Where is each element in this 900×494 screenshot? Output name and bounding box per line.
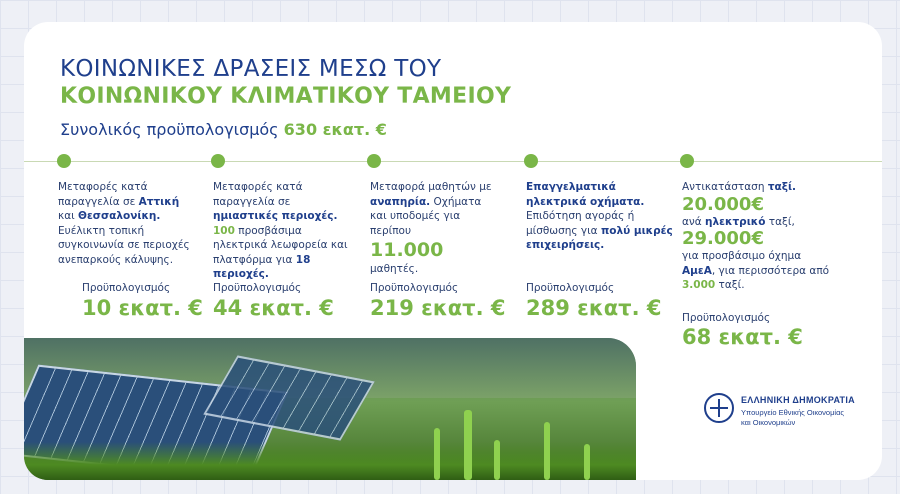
title-line-1: ΚΟΙΝΩΝΙΚΕΣ ΔΡΑΣΕΙΣ ΜΕΣΩ ΤΟΥ	[60, 56, 442, 82]
measure-text-4: Επαγγελματικά ηλεκτρικά οχήματα. Επιδότηση αγοράς ή μίσθωσης για πολύ μικρές επιχειρήσεις.	[526, 181, 673, 251]
title-line-2: ΚΟΙΝΩΝΙΚΟΥ ΚΛΙΜΑΤΙΚΟΥ ΤΑΜΕΙΟΥ	[60, 84, 512, 109]
measure-text-1: Μεταφορές κατά παραγγελία σε Αττική και Θεσσαλονίκη. Ευέλικτη τοπική συγκοινωνία σε περιοχές ανεπαρκούς κάλυψης.	[58, 181, 190, 266]
solar-panels-image	[24, 338, 636, 480]
budget-amount-4: 289 εκατ. €	[526, 296, 662, 320]
budget-amount-5: 68 εκατ. €	[682, 325, 803, 349]
total-budget	[60, 120, 387, 139]
budget-amount-3: 219 εκατ. €	[370, 296, 506, 320]
budget-label-3: Προϋπολογισμός	[370, 282, 459, 294]
timeline-dot	[57, 154, 71, 168]
budget-label-4: Προϋπολογισμός	[526, 282, 615, 294]
budget-amount-1: 10 εκατ. €	[82, 296, 203, 320]
measure-text-3: Μεταφορά μαθητών με αναπηρία. Οχήματα και υποδομές για περίπου 11.000 μαθητές.	[370, 181, 492, 275]
total-budget-amount: 630 εκατ. €	[283, 120, 387, 139]
logo-line-2: Υπουργείο Εθνικής Οικονομίας και Οικονομικών	[741, 408, 845, 427]
timeline-dot	[211, 154, 225, 168]
infographic-card	[24, 22, 882, 480]
budget-label-1: Προϋπολογισμός	[82, 282, 171, 294]
timeline-line	[24, 161, 882, 162]
budget-amount-2: 44 εκατ. €	[213, 296, 334, 320]
coat-of-arms-icon	[704, 393, 734, 423]
logo-line-1: ΕΛΛΗΝΙΚΗ ΔΗΜΟΚΡΑΤΙΑ	[741, 395, 855, 405]
measure-text-2: Μεταφορές κατά παραγγελία σε ημιαστικές περιοχές. 100 προσβάσιμα ηλεκτρικά λεωφορεία και πλατφόρμα για 18 περιοχές.	[213, 181, 348, 280]
budget-label-5: Προϋπολογισμός	[682, 312, 771, 324]
timeline-dot	[367, 154, 381, 168]
timeline-dot	[524, 154, 538, 168]
measure-text-5: Αντικατάσταση ταξί. 20.000€ ανά ηλεκτρικό ταξί, 29.000€ για προσβάσιμο όχημα ΑμεΑ, για περισσότερα από 3.000 ταξί.	[682, 181, 830, 291]
ministry-logo	[704, 393, 864, 443]
budget-label-2: Προϋπολογισμός	[213, 282, 302, 294]
total-budget-label: Συνολικός προϋπολογισμός	[60, 120, 279, 139]
timeline-dot	[680, 154, 694, 168]
